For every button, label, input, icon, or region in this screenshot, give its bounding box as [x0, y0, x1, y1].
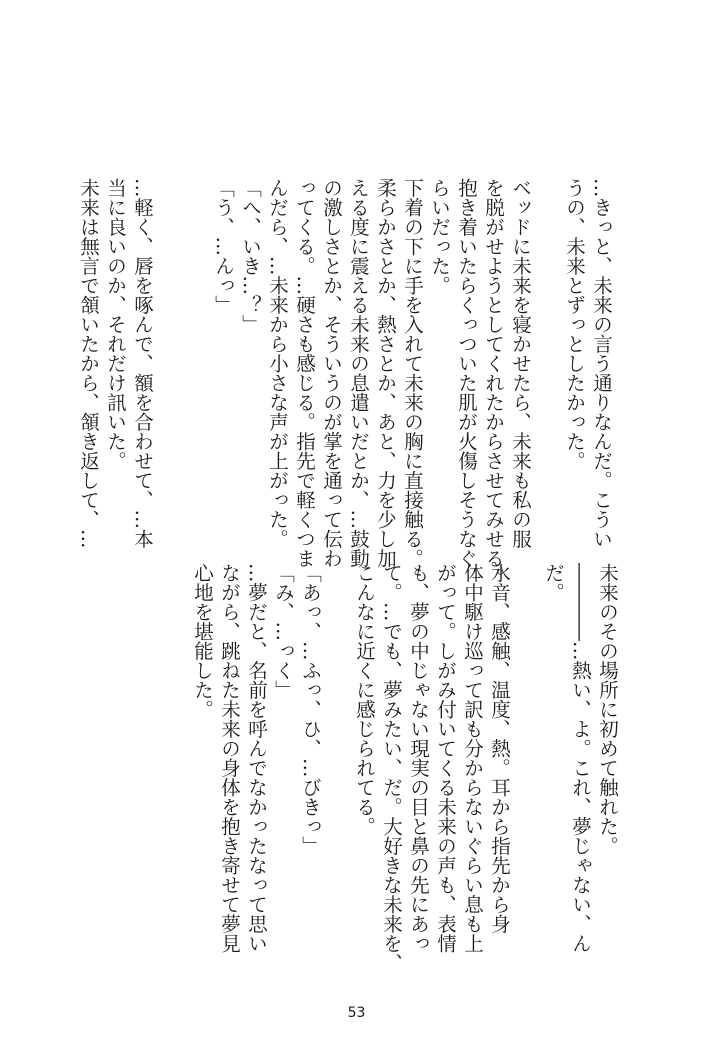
text-line: 抱き着いたらくっついた肌が火傷しそうなぐ [455, 178, 478, 568]
text-line: 当に良いのか、それだけ訊いた。 [104, 178, 127, 471]
text-line: 未来は無言で頷いたから、頷き返して、… [77, 178, 100, 549]
text-line: も、夢の中じゃない現実の目と鼻の先にあっ [407, 563, 430, 953]
text-line: …夢だと、名前を呼んでなかったなって思い [245, 563, 268, 953]
text-line: を脱がせようとしてくれたからさせてみせる。 [482, 178, 505, 588]
text-line: 水音、感触、温度、熱。耳から指先から身 [488, 563, 511, 934]
text-line: だ。 [542, 563, 565, 602]
text-line [156, 178, 183, 526]
text-line: …軽く、唇を啄んで、額を合わせて、…本 [131, 178, 154, 549]
text-line: 心地を堪能した。 [191, 563, 214, 719]
text-line: ――――…熱い、よ。これ、夢じゃない、ん [569, 563, 592, 953]
text-line: える度に震える未来の息遣いだとか、…鼓動 [347, 178, 370, 568]
text-line: んだら、…未来から小さな声が上がった。 [266, 178, 289, 549]
text-line: 柔らかさとか、熱さとか、あと、力を少し加 [374, 178, 397, 568]
bottom-text-block [189, 563, 621, 973]
text-line: て。…でも、夢みたい、だ。大好きな未来を、 [380, 563, 403, 973]
text-line: 体中駆け巡って訳も分からないぐらい息も上 [461, 563, 484, 953]
text-line [534, 178, 561, 526]
text-line: こんなに近くに感じられてる。 [353, 563, 376, 836]
text-line: ながら、跳ねた未来の身体を抱き寄せて夢見 [218, 563, 241, 953]
text-line: らいだった。 [428, 178, 451, 295]
text-line: 下着の下に手を入れて未来の胸に直接触る。 [401, 178, 424, 568]
text-line: 「み、…っく」 [272, 563, 295, 700]
text-line: がって。しがみ付いてくる未来の声も、表情 [434, 563, 457, 953]
text-line: ってくる。…硬さも感じる。指先で軽くつま [293, 178, 316, 568]
text-line: 未来のその場所に初めて触れた。 [596, 563, 619, 856]
text-line: うの、未来とずっとしたかった。 [563, 178, 586, 471]
text-line: 「う、…んっ」 [212, 178, 235, 315]
text-line: ベッドに未来を寝かせたら、未来も私の服 [509, 178, 532, 549]
text-line: 「あっ、…ふっ、ひ、…びきっ」 [299, 563, 322, 856]
text-line [324, 563, 351, 923]
text-line [183, 178, 210, 526]
text-line [513, 563, 540, 923]
page-number: 53 [347, 1005, 366, 1021]
text-line: の激しさとか、そういうのが掌を通って伝わ [320, 178, 343, 568]
text-line: …きっと、未来の言う通りなんだ。こうい [590, 178, 613, 549]
text-line: 「へ、いき…？」 [239, 178, 262, 334]
top-text-block [75, 178, 615, 588]
